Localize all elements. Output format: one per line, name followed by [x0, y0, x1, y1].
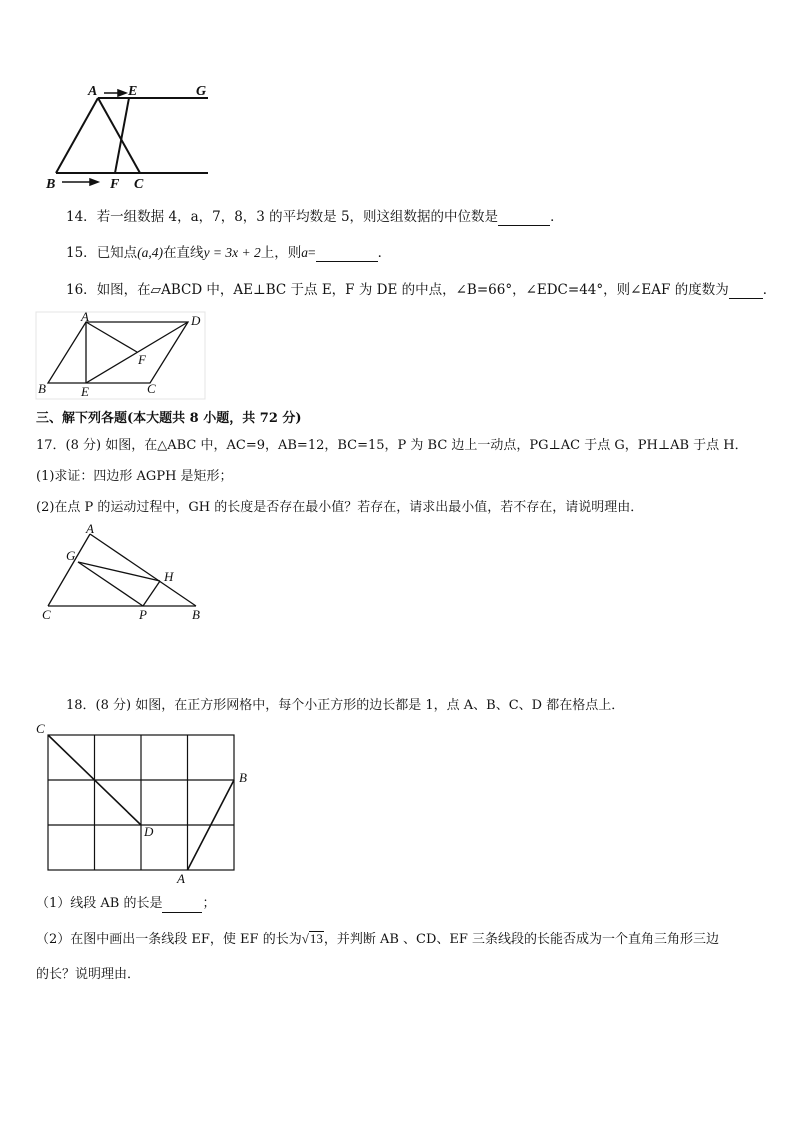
- label-H: H: [164, 569, 174, 584]
- q17-text: (8 分) 如图，在△ABC 中，AC=9，AB=12，BC=15，P 为 BC 边上一动点，PG⊥AC 于点 G，PH⊥AB 于点 H．: [65, 438, 748, 453]
- label-G: G: [66, 548, 76, 563]
- label-D: D: [191, 313, 201, 328]
- q18-sqrt-value: 13: [309, 931, 323, 946]
- q16-end: ．: [762, 282, 777, 298]
- q16-answer-blank[interactable]: [729, 284, 763, 299]
- q18-number: 18．: [66, 698, 96, 713]
- label-C: C: [36, 721, 45, 736]
- q15-end: ．: [377, 245, 392, 261]
- q18-part2-text-b: ，并判断 AB 、CD、EF 三条线段的长能否成为一个直角三角形三边: [323, 932, 720, 947]
- label-A: A: [177, 871, 185, 886]
- label-C: C: [134, 177, 144, 192]
- label-C: C: [42, 607, 51, 622]
- q15-post: 上，则: [260, 245, 302, 261]
- question-18: [66, 697, 624, 715]
- question-16: [66, 281, 776, 299]
- label-B: B: [239, 770, 247, 785]
- label-B: B: [192, 607, 200, 622]
- label-B: B: [38, 381, 46, 396]
- label-A: A: [86, 521, 94, 536]
- figure-q13: [40, 78, 240, 193]
- q15-answer-blank[interactable]: [316, 247, 378, 262]
- q18-part1-text: （1）线段 AB 的长是: [36, 896, 163, 911]
- label-A: A: [81, 309, 89, 324]
- q14-number: 14．: [66, 209, 97, 225]
- q15-number: 15．: [66, 245, 97, 261]
- q15-eqsign: =: [308, 245, 316, 260]
- q18-text: (8 分) 如图，在正方形网格中，每个小正方形的边长都是 1，点 A、B、C、D 都在格点上．: [95, 698, 625, 713]
- q16-number: 16．: [66, 282, 97, 298]
- q15-pre: 已知点: [96, 245, 138, 261]
- label-C: C: [147, 381, 156, 396]
- q18-part1: [36, 895, 216, 913]
- label-A: A: [88, 84, 98, 99]
- q17-part2: (2)在点 P 的运动过程中，GH 的长度是否存在最小值？若存在，请求出最小值，若不存在，请说明理由．: [36, 500, 644, 515]
- figure-q16: [36, 309, 206, 400]
- q15-point: (a,4): [137, 245, 164, 260]
- q18-part2: [36, 930, 719, 949]
- q18-part1-end: ；: [202, 896, 216, 911]
- question-15: [66, 244, 391, 262]
- q18-part1-answer-blank[interactable]: [162, 898, 202, 913]
- q16-text: 如图，在▱ABCD 中，AE⊥BC 于点 E，F 为 DE 的中点，∠B=66°，∠EDC=44°，则∠EAF 的度数为: [96, 282, 729, 298]
- q17-part1: (1)求证：四边形 AGPH 是矩形；: [36, 469, 233, 484]
- question-14: [66, 208, 564, 226]
- sqrt-symbol: √: [301, 931, 309, 946]
- label-F: F: [110, 177, 120, 192]
- q15-var: a: [301, 245, 309, 260]
- figure-q17: [40, 522, 210, 627]
- figure-q18-grid: [36, 720, 256, 888]
- q18-part2-cont: 的长？说明理由．: [36, 967, 141, 982]
- q14-text: 若一组数据 4，a，7，8，3 的平均数是 5，则这组数据的中位数是: [96, 209, 499, 225]
- q15-mid: 在直线: [163, 245, 204, 261]
- label-B: B: [46, 177, 56, 192]
- label-E: E: [81, 384, 89, 399]
- label-E: E: [128, 84, 138, 99]
- label-F: F: [138, 352, 146, 367]
- q17-number: 17．: [36, 438, 66, 453]
- q18-part2-text-a: （2）在图中画出一条线段 EF，使 EF 的长为: [36, 932, 302, 947]
- label-G: G: [196, 84, 207, 99]
- label-D: D: [144, 824, 154, 839]
- q14-answer-blank[interactable]: [498, 211, 550, 226]
- section-3-title: 三、解下列各题(本大题共 8 小题，共 72 分): [36, 411, 302, 426]
- label-P: P: [139, 607, 147, 622]
- question-17: [36, 437, 748, 455]
- q15-equation: y = 3x + 2: [203, 245, 261, 260]
- q14-end: ．: [550, 209, 564, 225]
